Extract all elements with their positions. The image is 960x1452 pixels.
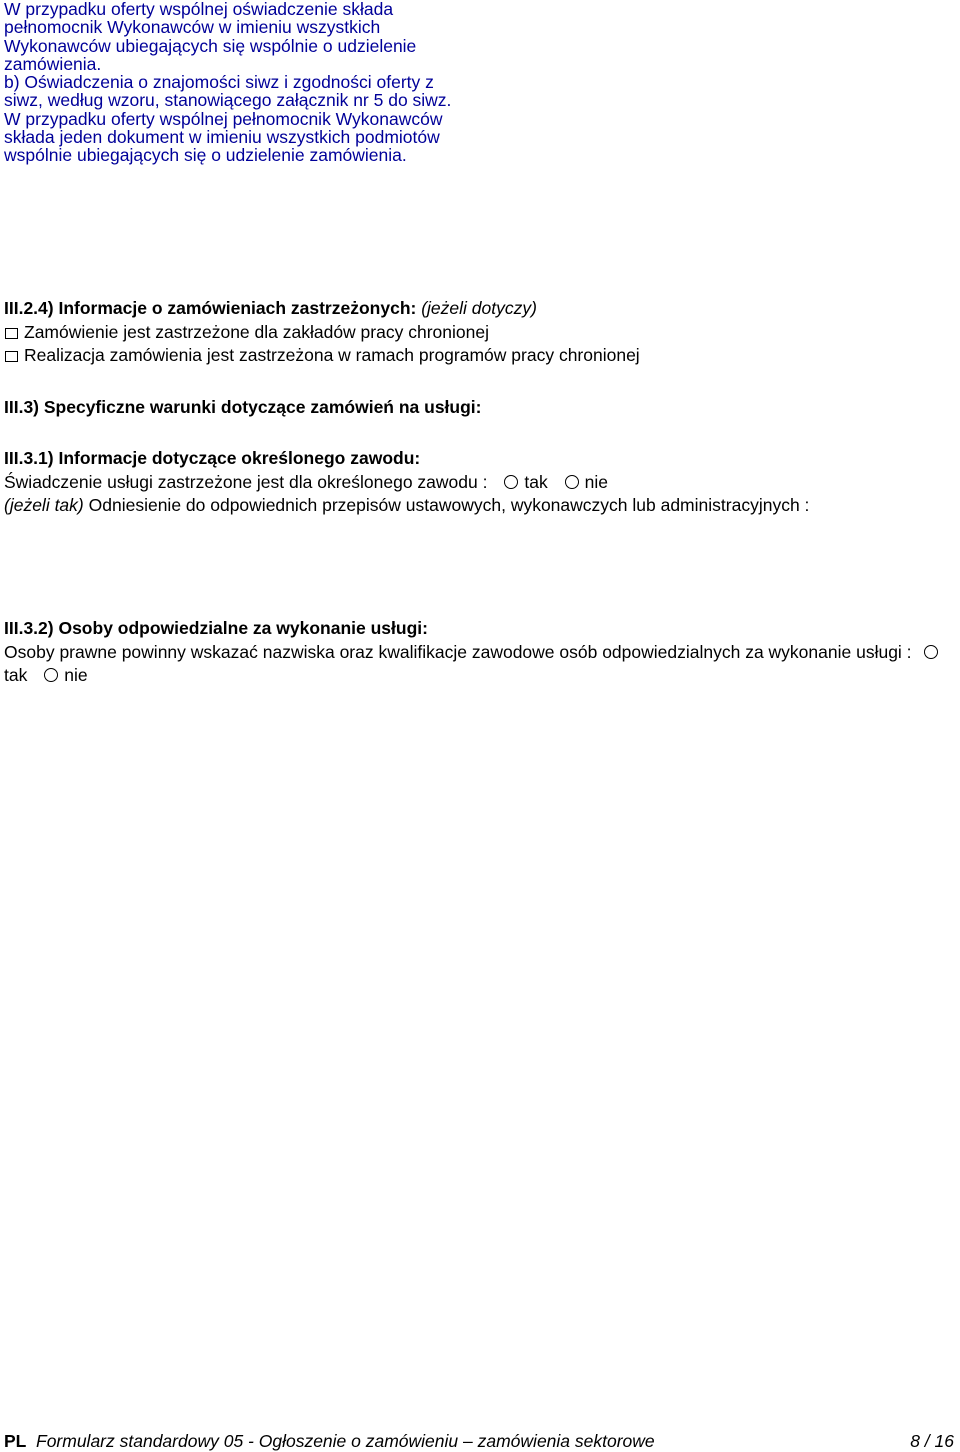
radio-yes-label: tak	[4, 665, 28, 685]
form-title	[36, 1430, 655, 1452]
checkbox-icon[interactable]	[5, 328, 18, 339]
form-title-sub: zamówienia sektorowe	[477, 1431, 655, 1451]
section-profession-info	[4, 447, 954, 518]
radio-no-label: nie	[584, 471, 608, 492]
form-title-main: Formularz standardowy 05 - Ogłoszenie o zamówieniu	[36, 1431, 459, 1451]
page-footer	[4, 1430, 956, 1452]
responsible-text-row	[4, 641, 954, 688]
condition-note: (jeżeli tak)	[4, 495, 84, 515]
section-heading: III.2.4) Informacje o zamówieniach zastrzeżonych:	[4, 298, 417, 318]
section-heading: III.3) Specyficzne warunki dotyczące zamówień na usługi:	[4, 397, 482, 417]
reserved-option-2	[4, 344, 954, 368]
section-service-conditions	[4, 396, 954, 420]
section-reserved-contracts	[4, 297, 954, 368]
radio-yes-label: tak	[524, 471, 548, 492]
page-number: 8 / 16	[910, 1431, 954, 1451]
profession-question-row	[4, 471, 954, 495]
checkbox-icon[interactable]	[5, 351, 18, 362]
title-dash: –	[463, 1431, 473, 1451]
radio-no-label: nie	[64, 665, 88, 685]
section-heading: III.3.2) Osoby odpowiedzialne za wykonanie usługi:	[4, 618, 428, 638]
reserved-option-1	[4, 321, 954, 345]
instruction-paragraph-2: b) Oświadczenia o znajomości siwz i zgodności oferty z siwz, według wzoru, stanowiącego załącznik nr 5 do siwz.	[4, 72, 452, 111]
section-heading-row	[4, 297, 954, 321]
instruction-paragraph-3: W przypadku oferty wspólnej pełnomocnik Wykonawców składa jeden dokument w imieniu wszystkich podmiotów wspólnie ubiegających się o udzielenie zamówienia.	[4, 108, 443, 166]
reserved-option-2-label: Realizacja zamówienia jest zastrzeżona w ramach programów pracy chronionej	[24, 345, 640, 365]
radio-no-icon[interactable]	[565, 475, 579, 489]
radio-yes-icon[interactable]	[924, 645, 938, 659]
radio-no-icon[interactable]	[44, 668, 58, 682]
language-code: PL	[4, 1431, 27, 1451]
instruction-paragraph-1: W przypadku oferty wspólnej oświadczenie składa pełnomocnik Wykonawców w imieniu wszystkich Wykonawców ubiegających się wspólnie o udzielenie zamówienia.	[4, 0, 417, 74]
reference-row	[4, 494, 954, 518]
responsible-text: Osoby prawne powinny wskazać nazwiska oraz kwalifikacje zawodowe osób odpowiedzialnych za wykonanie usługi :	[4, 641, 912, 662]
section-heading: III.3.1) Informacje dotyczące określonego zawodu:	[4, 448, 421, 468]
reference-label: Odniesienie do odpowiednich przepisów ustawowych, wykonawczych lub administracyjnych :	[88, 495, 810, 515]
profession-question: Świadczenie usługi zastrzeżone jest dla określonego zawodu :	[4, 471, 488, 492]
section-responsible-persons	[4, 617, 954, 688]
radio-yes-icon[interactable]	[504, 475, 518, 489]
reserved-option-1-label: Zamówienie jest zastrzeżone dla zakładów pracy chronionej	[24, 321, 489, 342]
section-note: (jeżeli dotyczy)	[421, 298, 537, 318]
top-instructions	[4, 0, 474, 165]
